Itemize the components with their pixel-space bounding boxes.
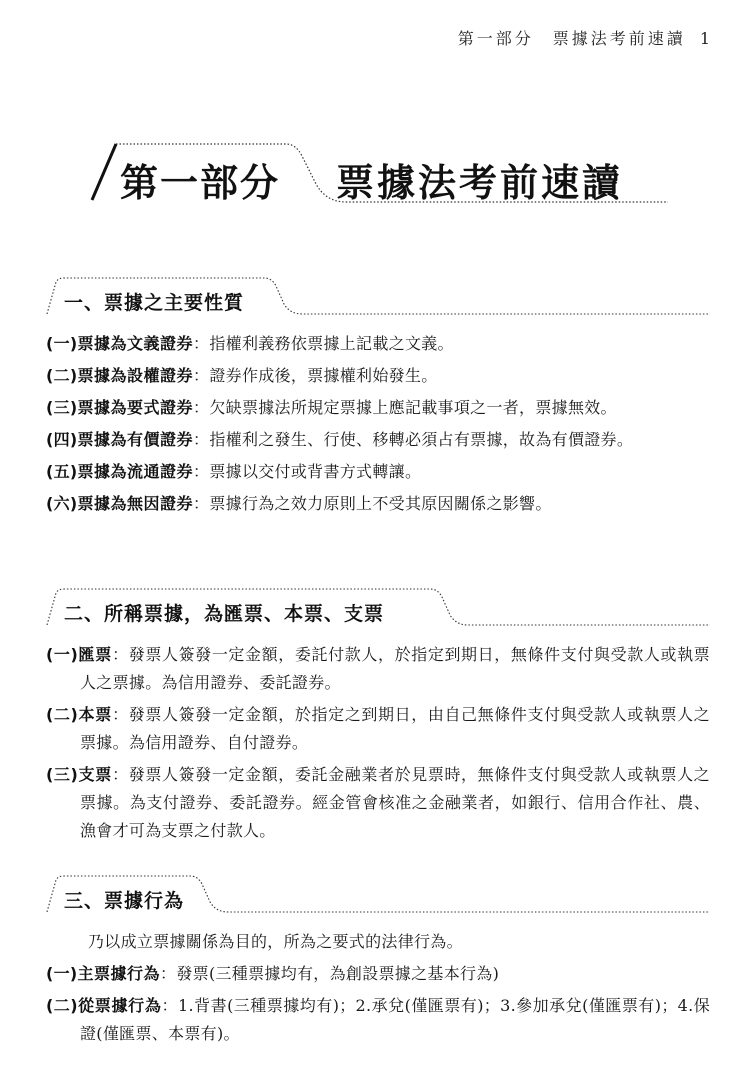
item-term: 票據為設權證券: [77, 366, 194, 385]
list-item: [46, 761, 710, 845]
item-term: 票據為文義證券: [77, 334, 194, 353]
item-marker: (二): [46, 996, 78, 1015]
item-term: 支票: [78, 765, 113, 784]
item-marker: (二): [46, 366, 78, 385]
item-term: 票據為無因證券: [77, 494, 194, 513]
item-list: [46, 641, 710, 845]
part-label: 第一部分: [120, 161, 281, 205]
section-heading: [46, 874, 710, 918]
item-marker: (一): [46, 964, 78, 983]
item-text: ：發票人簽發一定金額，於指定之到期日，由自己無條件支付與受款人或執票人之票據。為信用證券、自付證券。: [80, 705, 710, 752]
part-main-title: 票據法考前速讀: [336, 161, 624, 205]
item-term: 票據為要式證券: [77, 398, 194, 417]
item-text: ：指權利之發生、行使、移轉必須占有票據，故為有價證券。: [193, 430, 634, 449]
list-item: [46, 960, 710, 988]
item-marker: (一): [46, 645, 79, 664]
item-marker: (三): [46, 398, 78, 417]
section-title: 一、票據之主要性質: [64, 292, 245, 314]
section-2: [46, 587, 710, 849]
item-text: ：證券作成後，票據權利始發生。: [193, 366, 438, 385]
list-item: [46, 992, 710, 1048]
item-list: [46, 928, 710, 1048]
item-marker: (一): [46, 334, 78, 353]
list-item: [46, 458, 710, 486]
item-text: ：發票人簽發一定金額，委託付款人，於指定到期日，無條件支付與受款人或執票人之票據。為信用證券、委託證券。: [80, 645, 710, 692]
section-heading: [46, 587, 710, 631]
item-text: ：票據以交付或背書方式轉讓。: [193, 462, 422, 481]
item-term: 從票據行為: [77, 996, 162, 1015]
list-item: [46, 330, 710, 358]
item-term: 票據為流通證券: [77, 462, 194, 481]
item-text: ：發票人簽發一定金額，委託金融業者於見票時，無條件支付與受款人或執票人之票據。為支付證券、委託證券。經金管會核准之金融業者，如銀行、信用合作社、農、漁會才可為支票之付款人。: [80, 765, 710, 840]
item-text: ：1.背書(三種票據均有)；2.承兌(僅匯票有)；3.參加承兌(僅匯票有)；4.保證(僅匯票、本票有)。: [80, 996, 710, 1043]
item-term: 匯票: [78, 645, 113, 664]
item-term: 本票: [78, 705, 113, 724]
item-text: ：欠缺票據法所規定票據上應記載事項之一者，票據無效。: [193, 398, 617, 417]
item-marker: (六): [46, 494, 78, 513]
item-marker: (二): [46, 705, 79, 724]
item-marker: (三): [46, 765, 79, 784]
item-term: 主票據行為: [77, 964, 161, 983]
section-intro: 乃以成立票據關係為目的，所為之要式的法律行為。: [88, 932, 463, 951]
item-marker: (五): [46, 462, 78, 481]
item-text: ：指權利義務依票據上記載之文義。: [193, 334, 454, 353]
page-number: 1: [699, 29, 710, 48]
running-header: [458, 26, 710, 49]
item-list: [46, 330, 710, 518]
item-marker: (四): [46, 430, 78, 449]
list-item: [46, 394, 710, 422]
list-item: [46, 362, 710, 390]
section-1: [46, 276, 710, 522]
list-item: [46, 641, 710, 697]
section-heading: [46, 276, 710, 320]
item-text: ：票據行為之效力原則上不受其原因關係之影響。: [193, 494, 552, 513]
list-item: [46, 426, 710, 454]
section-3: [46, 874, 710, 1052]
section-title: 二、所稱票據，為匯票、本票、支票: [64, 603, 385, 625]
item-text: ：發票(三種票據均有，為創設票據之基本行為): [160, 964, 500, 983]
item-term: 票據為有價證券: [77, 430, 194, 449]
running-title: 第一部分 票據法考前速讀: [457, 29, 686, 48]
list-item: [46, 701, 710, 757]
list-item: [46, 490, 710, 518]
section-title: 三、票據行為: [64, 890, 185, 912]
part-title-banner: [90, 138, 670, 220]
